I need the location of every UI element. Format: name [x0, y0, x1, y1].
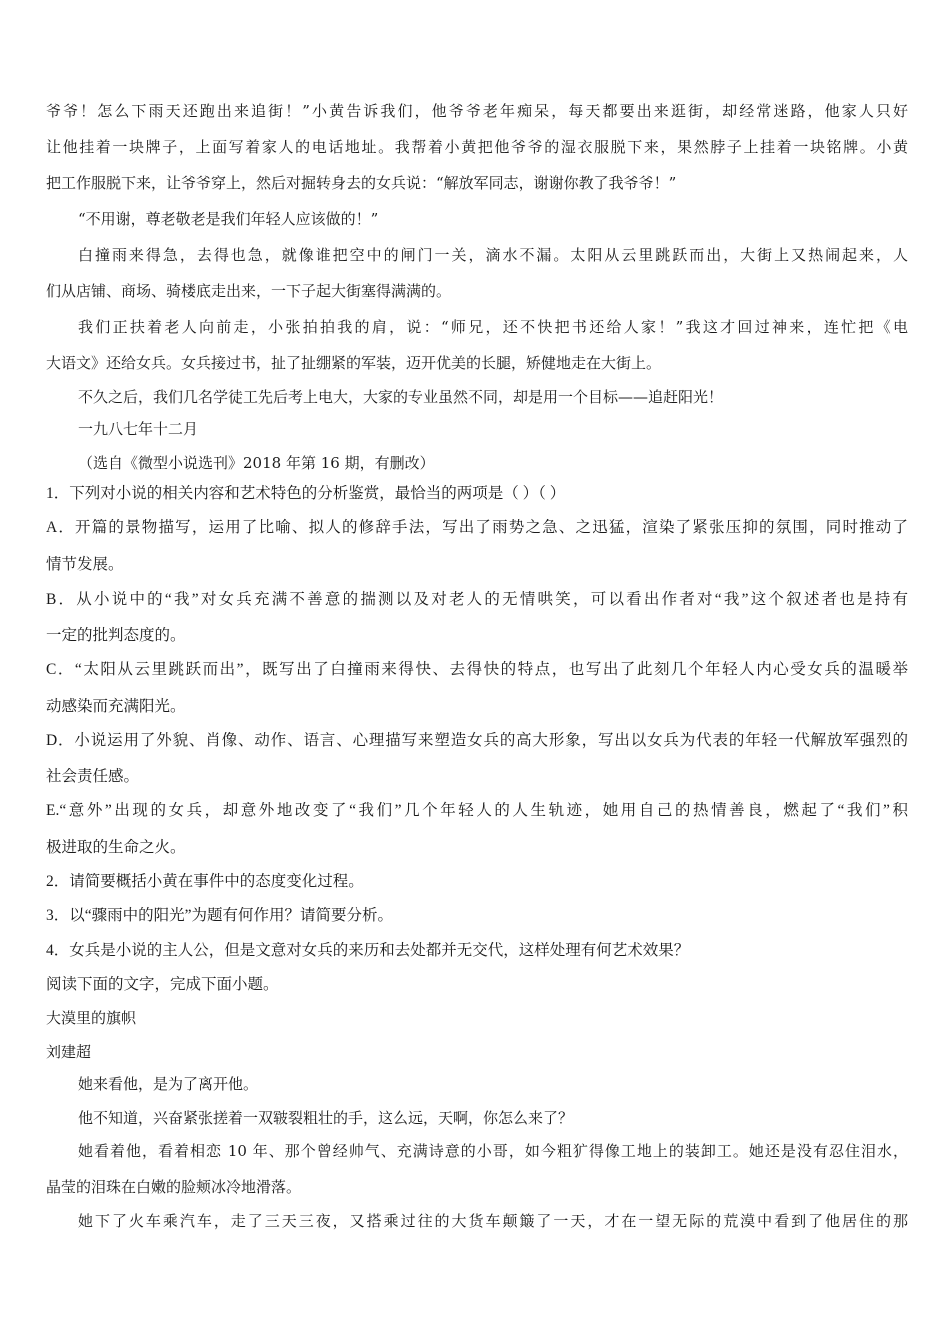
story-source: （选自《微型小说选刊》2018 年第 16 期，有删改）: [78, 454, 435, 472]
question-1: 1．下列对小说的相关内容和艺术特色的分析鉴赏，最恰当的两项是（ ）（ ）: [46, 485, 566, 502]
story-line: 白撞雨来得急，去得也急，就像谁把空中的闸门一关，滴水不漏。太阳从云里跳跃而出，大街上又热闹起来，人: [78, 246, 908, 264]
reading-instruction: 阅读下面的文字，完成下面小题。: [46, 976, 279, 993]
story-line: 她看着他，看着相恋 10 年、那个曾经帅气、充满诗意的小哥，如今粗犷得像工地上的装卸工。她还是没有忍住泪水，: [78, 1142, 908, 1160]
story-line: 把工作服脱下来，让爷爷穿上，然后对掘转身去的女兵说：“解放军同志，谢谢你教了我爷爷！”: [46, 174, 677, 192]
option-a: A．开篇的景物描写，运用了比喻、拟人的修辞手法，写出了雨势之急、之迅猛，渲染了紧张压抑的氛围，同时推动了: [46, 519, 908, 536]
option-c: C．“太阳从云里跳跃而出”，既写出了白撞雨来得快、去得快的特点，也写出了此刻几个年轻人内心受女兵的温暖举: [46, 661, 908, 678]
option-b: B．从小说中的“我”对女兵充满不善意的揣测以及对老人的无情哄笑，可以看出作者对“我”这个叙述者也是持有: [46, 591, 908, 608]
option-b: 一定的批判态度的。: [46, 627, 186, 644]
story-line: 爷爷！怎么下雨天还跑出来追街！”小黄告诉我们，他爷爷老年痴呆，每天都要出来逛街，却经常迷路，他家人只好: [46, 102, 908, 120]
story-line: “不用谢，尊老敬老是我们年轻人应该做的！”: [78, 210, 379, 228]
option-c: 动感染而充满阳光。: [46, 698, 186, 715]
story-author: 刘建超: [46, 1043, 92, 1061]
story-line: 让他挂着一块牌子，上面写着家人的电话地址。我帮着小黄把他爷爷的湿衣服脱下来，果然脖子上挂着一块铭牌。小黄: [46, 138, 908, 156]
story-date: 一九八七年十二月: [78, 420, 199, 438]
question-3: 3．以“骤雨中的阳光”为题有何作用？请简要分析。: [46, 907, 394, 924]
story-line: 她下了火车乘汽车，走了三天三夜，又搭乘过往的大货车颠簸了一天，才在一望无际的荒漠中看到了他居住的那: [78, 1212, 908, 1230]
option-d: 社会责任感。: [46, 768, 140, 785]
question-2: 2．请简要概括小黄在事件中的态度变化过程。: [46, 873, 364, 890]
story-line: 晶莹的泪珠在白嫩的脸颊冰冷地滑落。: [46, 1178, 302, 1196]
story-line: 大语文》还给女兵。女兵接过书，扯了扯绷紧的军装，迈开优美的长腿，矫健地走在大街上。: [46, 354, 662, 372]
story-line: 她来看他，是为了离开他。: [78, 1075, 259, 1093]
story-line: 我们正扶着老人向前走，小张拍拍我的肩，说：“师兄，还不快把书还给人家！”我这才回过神来，连忙把《电: [78, 318, 908, 336]
story-line: 他不知道，兴奋紧张搓着一双皲裂粗壮的手，这么远，天啊，你怎么来了？: [78, 1109, 574, 1127]
question-4: 4．女兵是小说的主人公，但是文意对女兵的来历和去处都并无交代，这样处理有何艺术效果？: [46, 942, 690, 959]
option-d: D．小说运用了外貌、肖像、动作、语言、心理描写来塑造女兵的高大形象，写出以女兵为代表的年轻一代解放军强烈的: [46, 732, 908, 749]
story-line: 们从店铺、商场、骑楼底走出来，一下子起大街塞得满满的。: [46, 282, 452, 300]
option-e: 极进取的生命之火。: [46, 839, 186, 856]
story-line: 不久之后，我们几名学徒工先后考上电大，大家的专业虽然不同，却是用一个目标——追赶阳光！: [78, 388, 724, 406]
story-title: 大漠里的旗帜: [46, 1009, 137, 1027]
option-e: E.“意外”出现的女兵，却意外地改变了“我们”几个年轻人的人生轨迹，她用自己的热情善良，燃起了“我们”积: [46, 802, 908, 819]
option-a: 情节发展。: [46, 556, 124, 573]
